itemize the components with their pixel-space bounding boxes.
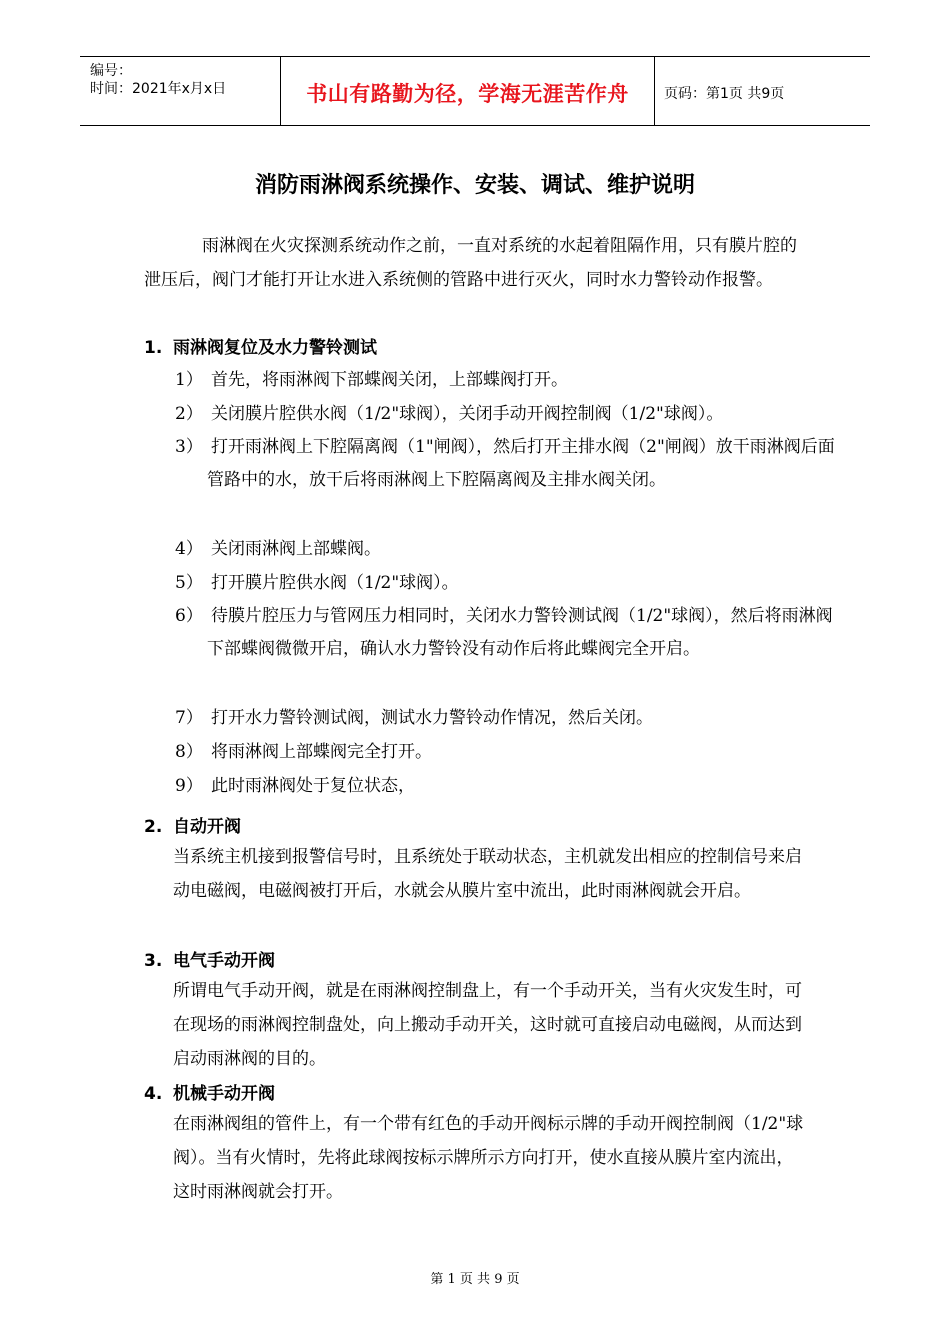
step-text: 待膜片腔压力与管网压力相同时，关闭水力警铃测试阀（1/2"球阀），然后将雨淋阀下部蝶阀微微开启，确认水力警铃没有动作后将此蝶阀完全开启。 [207, 606, 833, 659]
step-number: 2） [175, 404, 203, 424]
step-item [175, 600, 837, 666]
section-heading-3 [144, 946, 275, 971]
step-text: 打开膜片腔供水阀（1/2"球阀）。 [211, 573, 459, 593]
step-item [175, 364, 805, 397]
step-text: 首先，将雨淋阀下部蝶阀关闭，上部蝶阀打开。 [211, 370, 568, 390]
section-title: 机械手动开阀 [173, 1084, 275, 1104]
step-text: 此时雨淋阀处于复位状态， [211, 776, 415, 796]
page-footer: 第 1 页 共 9 页 [430, 1272, 520, 1287]
section-number: 4. [144, 1084, 163, 1104]
step-number: 9） [175, 776, 203, 796]
header-motto-cell [281, 57, 655, 125]
page-code: 页码：第1页 共9页 [664, 86, 785, 102]
step-text: 关闭雨淋阀上部蝶阀。 [211, 539, 381, 559]
intro-paragraph: 雨淋阀在火灾探测系统动作之前，一直对系统的水起着阻隔作用，只有膜片腔的泄压后，阀门才能打开让水进入系统侧的管路中进行灭火，同时水力警铃动作报警。 [144, 236, 797, 290]
section-body-4: 在雨淋阀组的管件上，有一个带有红色的手动开阀标示牌的手动开阀控制阀（1/2"球阀）。当有火情时，先将此球阀按标示牌所示方向打开，使水直接从膜片室内流出，这时雨淋阀就会打开。 [173, 1114, 804, 1202]
step-item [175, 702, 805, 735]
step-item [175, 567, 805, 600]
time-label: 时间：2021年x月x日 [90, 81, 227, 97]
step-item [175, 533, 805, 566]
document-title: 消防雨淋阀系统操作、安装、调试、维护说明 [254, 173, 695, 198]
section-number: 1. [144, 338, 163, 358]
number-label: 编号： [90, 63, 132, 79]
section-heading-4 [144, 1079, 275, 1104]
step-text: 打开雨淋阀上下腔隔离阀（1"闸阀），然后打开主排水阀（2"闸阀）放干雨淋阀后面管路中的水，放干后将雨淋阀上下腔隔离阀及主排水阀关闭。 [207, 437, 835, 490]
section-title: 电气手动开阀 [173, 951, 275, 971]
step-number: 4） [175, 539, 203, 559]
section-body-3: 所谓电气手动开阀，就是在雨淋阀控制盘上，有一个手动开关，当有火灾发生时，可在现场的雨淋阀控制盘处，向上搬动手动开关，这时就可直接启动电磁阀，从而达到启动雨淋阀的目的。 [173, 981, 802, 1069]
step-number: 6） [175, 606, 203, 626]
header-info-cell [80, 57, 281, 125]
step-number: 5） [175, 573, 203, 593]
step-number: 7） [175, 708, 203, 728]
section-heading-1 [144, 333, 377, 358]
section-title: 雨淋阀复位及水力警铃测试 [173, 338, 377, 358]
step-item [175, 770, 805, 803]
section-title: 自动开阀 [173, 817, 241, 837]
step-number: 8） [175, 742, 203, 762]
step-number: 3） [175, 437, 203, 457]
section-number: 3. [144, 951, 163, 971]
header-page-cell [656, 57, 870, 125]
motto-text: 书山有路勤为径，学海无涯苦作舟 [306, 82, 629, 106]
header-table [80, 56, 870, 126]
step-item [175, 431, 837, 497]
section-heading-2 [144, 812, 241, 837]
step-text: 关闭膜片腔供水阀（1/2"球阀），关闭手动开阀控制阀（1/2"球阀）。 [211, 404, 724, 424]
section-body-2: 当系统主机接到报警信号时，且系统处于联动状态，主机就发出相应的控制信号来启动电磁阀，电磁阀被打开后，水就会从膜片室中流出，此时雨淋阀就会开启。 [173, 847, 802, 901]
step-item [175, 736, 805, 769]
step-text: 打开水力警铃测试阀，测试水力警铃动作情况，然后关闭。 [211, 708, 653, 728]
step-text: 将雨淋阀上部蝶阀完全打开。 [211, 742, 432, 762]
section-number: 2. [144, 817, 163, 837]
step-item [175, 398, 805, 431]
step-number: 1） [175, 370, 203, 390]
